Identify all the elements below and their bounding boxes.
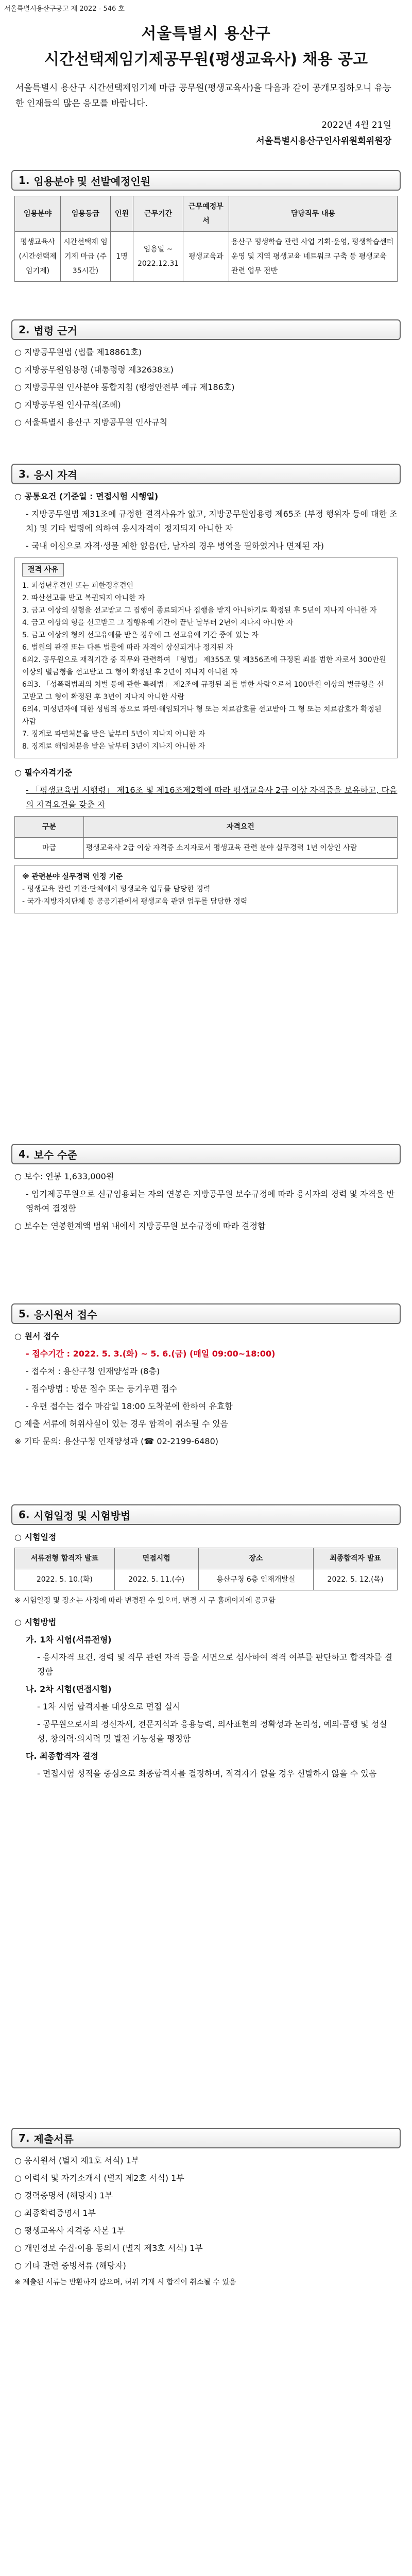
section-title: 7. 제출서류 <box>11 2128 401 2148</box>
section-exam: 6. 시험일정 및 시험방법 ○ 시험일정 서류전형 합격자 발표 면접시험 장소 최종합격자 발표 2022. 5. 10.(화) 2022. 5. 11.(수) 용산구청 6층 인재개발실 2022. 5. 12.(목) ※ 시험일정 및 장소는 사정에 따라 변경될 수 있으며, 변경 시 구 홈페이지에 공고함 ○ 시험방법 가. 1차 시험(서류전형) - 응시자격 요건, 경력 및 직무 관련 자격 등을 서면으로 심사하여 적격 여부를 판단하고 합격자를 결정함 나. 2차 시험(면접시험) - 1차 시험 합격자를 대상으로 면접 실시 - 공무원으로서의 정신자세, 전문지식과 응용능력, 의사표현의 정확성과 논리성, 예의·품행 및 성실성, 창의력·의지력 및 발전 가능성을 평정함 다. 최종합격자 결정 - 면접시험 성적을 중심으로 최종합격자를 결정하며, 적격자가 없을 경우 선발하지 않을 수 있음 <box>11 1504 401 1784</box>
section-title: 4. 보수 수준 <box>11 1144 401 1164</box>
org-heading: 서울특별시 용산구 <box>141 25 271 43</box>
common-requirement: - 지방공무원법 제31조에 규정한 결격사유가 없고, 지방공무원임용령 제65조 (부정 행위자 등에 대한 조치) 및 기타 법령에 의하여 응시자격이 정지되지 아니한 자 <box>26 509 398 533</box>
document-header <box>0 21 412 146</box>
section-title: 3. 응시 자격 <box>11 464 401 484</box>
required-title: ○ 필수자격기준 <box>14 768 73 777</box>
section-documents: 7. 제출서류 ○ 응시원서 (별지 제1호 서식) 1부 ○ 이력서 및 자기소개서 (별지 제2호 서식) 1부 ○ 경력증명서 (해당자) 1부 ○ 최종학력증명서 1부 ○ 평생교육사 자격증 사본 1부 ○ 개인정보 수집·이용 동의서 (별지 제3호 서식) 1부 ○ 기타 관련 증빙서류 (해당자) ※ 제출된 서류는 반환하지 않으며, 허위 기재 시 합격이 취소될 수 있음 <box>11 2128 401 2292</box>
section-law <box>11 319 401 433</box>
announcement-number: 서울특별시용산구공고 제 2022 - 546 호 <box>4 5 125 13</box>
section-title: 2. 법령 근거 <box>11 319 401 340</box>
law-item: ○ 지방공무원임용령 (대통령령 제32638호) <box>14 365 174 375</box>
law-item: ○ 지방공무원 인사분야 통합지침 (행정안전부 예규 제186호) <box>14 382 235 392</box>
exam-schedule-table: 서류전형 합격자 발표 면접시험 장소 최종합격자 발표 2022. 5. 10.(화) 2022. 5. 11.(수) 용산구청 6층 인재개발실 2022. 5. 12.(목) <box>14 1548 398 1590</box>
box-title: 결격 사유 <box>22 563 64 577</box>
common-requirement: - 국내 이심으로 자격·생물 제한 없음(단, 남자의 경우 병역을 필하였거나 면제된 자) <box>26 541 324 551</box>
required-text: - 「평생교육법 시행령」 제16조 및 제16조제2항에 따라 평생교육사 2급 이상 자격증을 보유하고, 다음의 자격요건을 갖춘 자 <box>26 785 398 809</box>
disqualification-box: 결격 사유 1. 피성년후견인 또는 피한정후견인 2. 파산선고를 받고 복권되지 아니한 자 3. 금고 이상의 실형을 선고받고 그 집행이 종료되거나 집행을 받지 아니하기로 확정된 후 5년이 지나지 아니한 자 4. 금고 이상의 형을 선고받고 그 집행유예 기간이 끝난 날부터 2년이 지나지 아니한 자 5. 금고 이상의 형의 선고유예를 받은 경우에 그 선고유예 기간 중에 있는 자 6. 법원의 판결 또는 다른 법률에 따라 자격이 상실되거나 정지된 자 6의2. 공무원으로 재직기간 중 직무와 관련하여 「형법」 제355조 및 제356조에 규정된 죄를 범한 자로서 300만원 이상의 벌금형을 선고받고 그 형이 확정된 후 2년이 지나지 아니한 자 6의3. 「성폭력범죄의 처벌 등에 관한 특례법」 제2조에 규정된 죄를 범한 사람으로서 100만원 이상의 벌금형을 선고받고 그 형이 확정된 후 3년이 지나지 아니한 사람 6의4. 미성년자에 대한 성범죄 등으로 파면·해임되거나 형 또는 치료감호를 선고받아 그 형 또는 치료감호가 확정된 사람 7. 징계로 파면처분을 받은 날부터 5년이 지나지 아니한 자 8. 징계로 해임처분을 받은 날부터 3년이 지나지 아니한 자 <box>14 557 398 758</box>
law-item: ○ 지방공무원법 (법률 제18861호) <box>14 347 142 357</box>
positions-table: 임용분야 임용등급 인원 근무기간 근무예정부서 담당직무 내용 평생교육사 (시간선택제 임기제) 시간선택제 임기제 마급 (주 35시간) 1명 임용일 ~ 2022.12.31 평생교육과 용산구 평생학습 관련 사업 기획·운영, 평생학습센터 운영 및 지역 평생교육 네트워크 구축 등 평생교육 관련 업무 전반 <box>14 196 398 282</box>
common-requirement-title: ○ 공통요건 (기준일 : 면접시험 시행일) <box>14 492 159 501</box>
section-positions <box>11 170 401 282</box>
section-qualification <box>11 464 401 918</box>
section-title: 1. 임용분야 및 선발예정인원 <box>11 170 401 191</box>
experience-note-box: ※ 관련분야 실무경력 인정 기준 - 평생교육 관련 기관·단체에서 평생교육 업무를 담당한 경력 - 국가·지방자치단체 등 공공기관에서 평생교육 관련 업무를 담당한 경력 <box>14 865 398 913</box>
signer: 서울특별시용산구인사위원회위원장 <box>256 136 391 146</box>
section-title: 5. 응시원서 접수 <box>11 1303 401 1324</box>
law-item: ○ 서울특별시 용산구 지방공무원 인사규칙 <box>14 417 168 427</box>
announcement-date: 2022년 4월 21일 <box>321 120 391 130</box>
section-title: 6. 시험일정 및 시험방법 <box>11 1504 401 1525</box>
section-pay: 4. 보수 수준 ○ 보수: 연봉 1,633,000원 - 임기제공무원으로 신규임용되는 자의 연봉은 지방공무원 보수규정에 따라 응시자의 경력 및 자격을 반영하여 결정함 ○ 보수는 연봉한계액 범위 내에서 지방공무원 보수규정에 따라 결정함 <box>11 1144 401 1236</box>
qualification-table: 구분 자격요건 마급 평생교육사 2급 이상 자격증 소지자로서 평생교육 관련 분야 실무경력 1년 이상인 사람 <box>14 816 398 859</box>
law-item: ○ 지방공무원 인사규칙(조례) <box>14 400 121 410</box>
document-title: 시간선택제임기제공무원(평생교육사) 채용 공고 <box>44 50 368 69</box>
intro-text: 서울특별시 용산구 시간선택제임기제 마급 공무원(평생교육사)을 다음과 같이 공개모집하오니 유능한 인재들의 많은 응모를 바랍니다. <box>15 83 391 109</box>
section-application: 5. 응시원서 접수 ○ 원서 접수 - 접수기간 : 2022. 5. 3.(화) ~ 5. 6.(금) (매일 09:00~18:00) - 접수처 : 용산구청 인재양성과 (8층) - 접수방법 : 방문 접수 또는 등기우편 접수 - 우편 접수는 접수 마감일 18:00 도착분에 한하여 유효함 ○ 제출 서류에 허위사실이 있는 경우 합격이 취소될 수 있음 ※ 기타 문의: 용산구청 인재양성과 (☎ 02-2199-6480) <box>11 1303 401 1452</box>
